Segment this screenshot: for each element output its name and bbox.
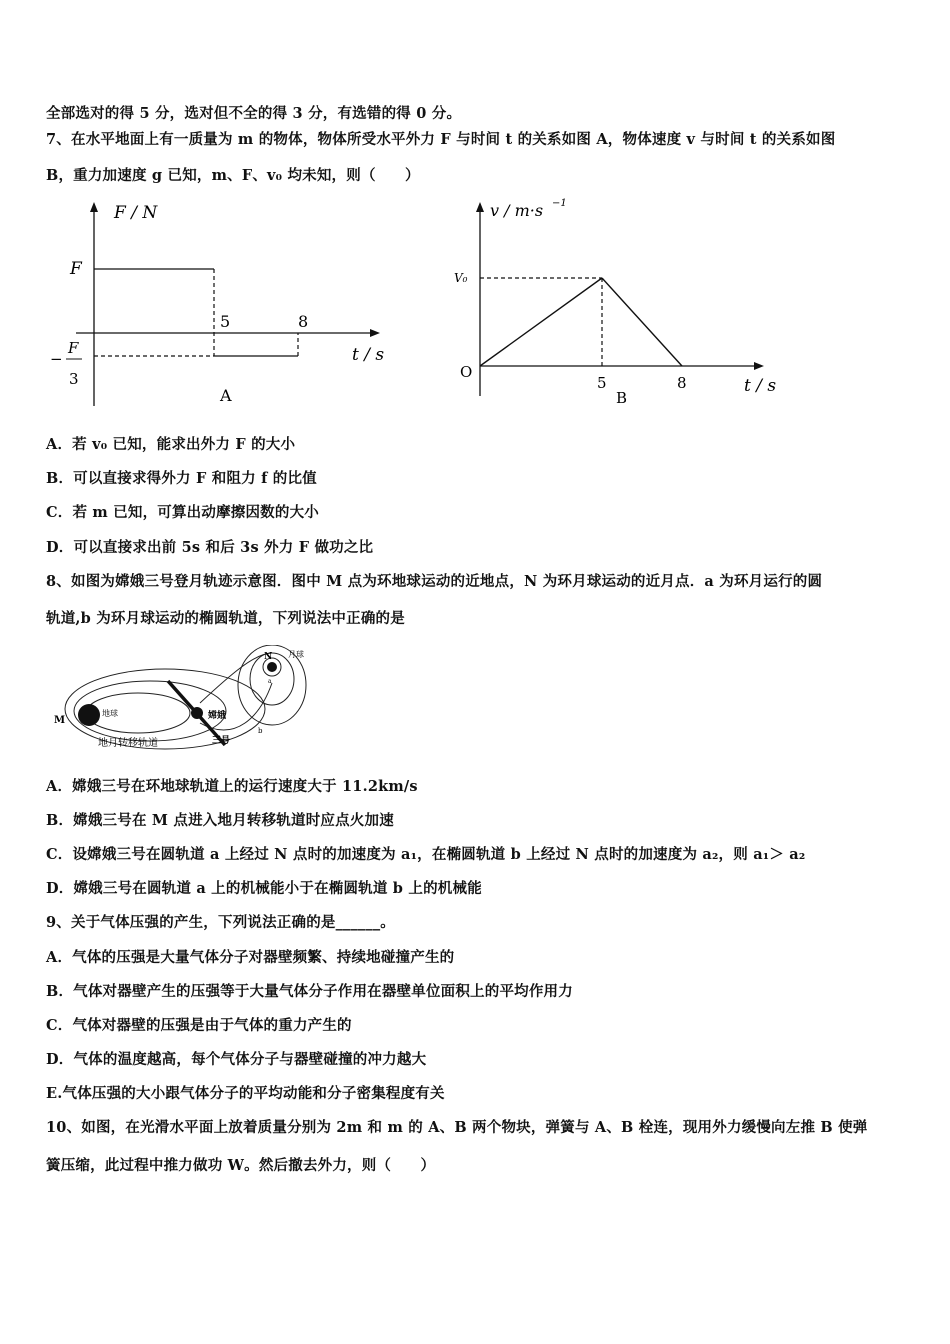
label-moon: 月球 xyxy=(288,650,304,659)
x-axis-arrow xyxy=(754,362,764,370)
y-axis-label: v / m·s xyxy=(490,201,544,220)
tick-5: 5 xyxy=(220,312,231,331)
q7-option-d: D．可以直接求出前 5s 和后 3s 外力 F 做功之比 xyxy=(46,539,374,556)
x-axis-label: t / s xyxy=(352,345,385,365)
label-orbit-a: a xyxy=(268,678,272,685)
q8-option-d: D．嫦娥三号在圆轨道 a 上的机械能小于在椭圆轨道 b 上的机械能 xyxy=(46,880,482,897)
q9-stem: 9、关于气体压强的产生，下列说法正确的是______。 xyxy=(46,914,395,931)
q9-option-d: D．气体的温度越高，每个气体分子与器壁碰撞的冲力越大 xyxy=(46,1051,427,1068)
tick-8: 8 xyxy=(677,374,687,392)
scoring-note: 全部选对的得 5 分，选对但不全的得 3 分，有选错的得 0 分。 xyxy=(46,105,462,122)
neg-fraction-num: F xyxy=(68,339,79,357)
q8-stem-line2: 轨道,b 为环月球运动的椭圆轨道，下列说法中正确的是 xyxy=(46,610,405,627)
probe xyxy=(191,707,203,719)
x-axis-arrow xyxy=(370,329,380,337)
q9-option-c: C．气体对器壁的压强是由于气体的重力产生的 xyxy=(46,1017,352,1034)
q8-option-b: B．嫦娥三号在 M 点进入地月转移轨道时应点火加速 xyxy=(46,812,394,829)
figure-lunar-trajectory xyxy=(50,645,340,755)
y-axis-arrow xyxy=(90,202,98,212)
label-probe-top: 嫦娥 xyxy=(208,711,227,721)
q7-option-a: A．若 v₀ 已知，能求出外力 F 的大小 xyxy=(46,436,296,453)
accel-segment xyxy=(480,278,602,366)
tick-8: 8 xyxy=(298,312,309,331)
figure-caption-a: A xyxy=(220,386,232,405)
label-earth: 地球 xyxy=(102,709,118,718)
neg-fraction-den: 3 xyxy=(69,370,79,388)
y-axis-arrow xyxy=(476,202,484,212)
q8-option-c: C．设嫦娥三号在圆轨道 a 上经过 N 点时的加速度为 a₁，在椭圆轨道 b 上经过 N 点时的加速度为 a₂，则 a₁＞ a₂ xyxy=(46,846,806,863)
q10-stem-line1: 10、如图，在光滑水平面上放着质量分别为 2m 和 m 的 A、B 两个物块，弹簧与 A、B 栓连，现用外力缓慢向左推 B 使弹 xyxy=(46,1119,868,1136)
earth xyxy=(78,704,100,726)
q9-option-e: E.气体压强的大小跟气体分子的平均动能和分子密集程度有关 xyxy=(46,1085,445,1102)
figure-a-force-time-graph xyxy=(46,196,396,411)
q10-stem-line2: 簧压缩，此过程中推力做功 W。然后撤去外力，则（ ） xyxy=(46,1157,436,1174)
figure-b-velocity-time-graph xyxy=(450,196,790,411)
v0-label: V₀ xyxy=(454,271,468,285)
q8-option-a: A．嫦娥三号在环地球轨道上的运行速度大于 11.2km/s xyxy=(46,778,418,795)
q9-option-b: B．气体对器壁产生的压强等于大量气体分子作用在器壁单位面积上的平均作用力 xyxy=(46,983,573,1000)
q7-stem-line2: B，重力加速度 g 已知，m、F、v₀ 均未知，则（ ） xyxy=(46,167,420,184)
decel-segment xyxy=(602,278,682,366)
label-n: N xyxy=(264,652,273,662)
q7-stem-line1: 7、在水平地面上有一质量为 m 的物体，物体所受水平外力 F 与时间 t 的关系如图 A，物体速度 v 与时间 t 的关系如图 xyxy=(46,131,836,148)
y-axis-exponent: −1 xyxy=(552,198,567,209)
force-label: F xyxy=(70,259,82,279)
q7-option-c: C．若 m 已知，可算出动摩擦因数的大小 xyxy=(46,504,319,521)
transfer-orbit-upper xyxy=(200,653,272,703)
label-probe-bottom: 三号 xyxy=(212,736,231,746)
y-axis-label: F / N xyxy=(114,203,158,223)
x-axis-label: t / s xyxy=(744,376,777,396)
moon xyxy=(267,662,277,672)
q8-stem-line1: 8、如图为嫦娥三号登月轨迹示意图．图中 M 点为环地球运动的近地点，N 为环月球运动的近月点．a 为环月运行的圆 xyxy=(46,573,823,590)
tick-5: 5 xyxy=(597,374,607,392)
neg-sign: − xyxy=(50,350,63,368)
label-m: M xyxy=(54,715,66,726)
q9-option-a: A．气体的压强是大量气体分子对器壁频繁、持续地碰撞产生的 xyxy=(46,949,455,966)
q7-option-b: B．可以直接求得外力 F 和阻力 f 的比值 xyxy=(46,470,317,487)
label-transfer-orbit: 地月转移轨道 xyxy=(98,738,158,749)
origin-label: O xyxy=(460,363,473,381)
label-orbit-b: b xyxy=(258,727,263,735)
figure-caption-b: B xyxy=(616,389,628,407)
